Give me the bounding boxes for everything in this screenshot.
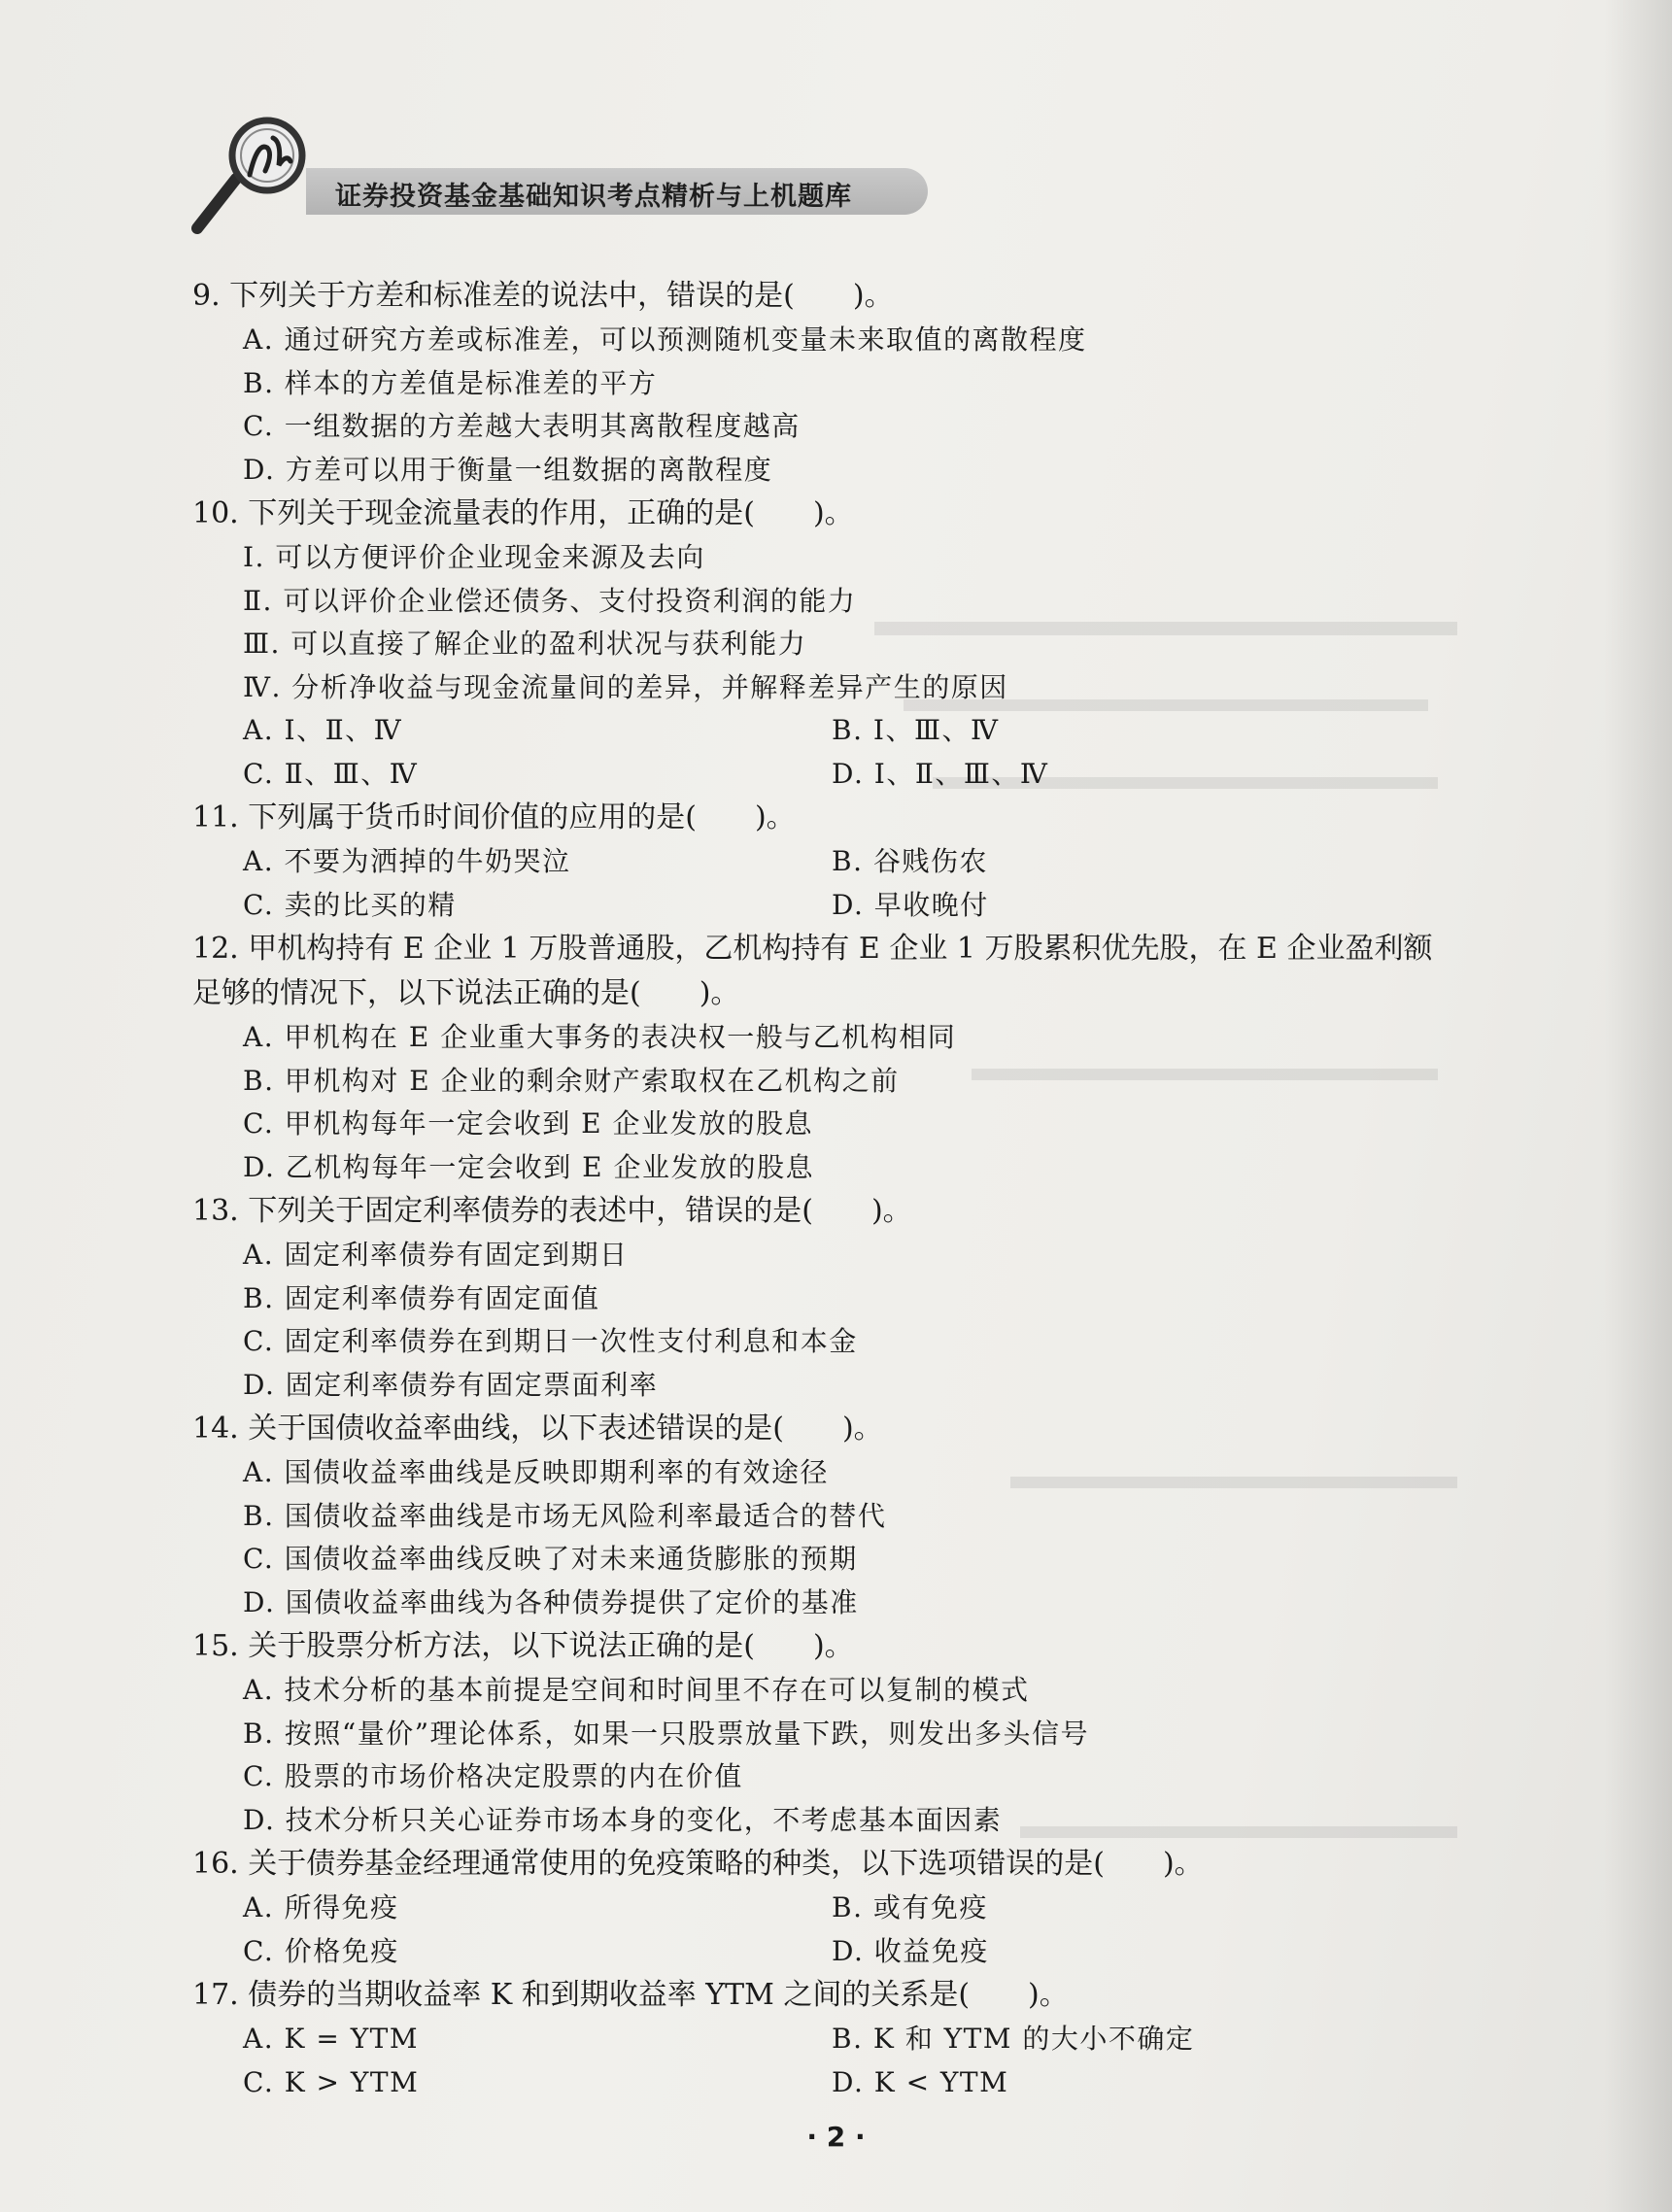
option-c: C. 卖的比买的精 [243, 888, 457, 921]
question-stem-continued: 足够的情况下，以下说法正确的是( )。 [192, 976, 740, 1010]
question-12 [192, 927, 1533, 1189]
option-c: C. 固定利率债券在到期日一次性支付利息和本金 [243, 1325, 858, 1357]
magnifier-icon [189, 115, 335, 236]
option-c: C. 价格免疫 [243, 1934, 399, 1967]
option-a: A. 国债收益率曲线是反映即期利率的有效途径 [243, 1456, 830, 1488]
option-c: C. 国债收益率曲线反映了对未来通货膨胀的预期 [243, 1543, 858, 1575]
question-stem: 16. 关于债券基金经理通常使用的免疫策略的种类，以下选项错误的是( )。 [192, 1847, 1204, 1881]
option-b: B. 甲机构对 E 企业的剩余财产索取权在乙机构之前 [243, 1064, 900, 1097]
option-c: C. 股票的市场价格决定股票的内在价值 [243, 1760, 743, 1792]
option-c: C. Ⅱ、Ⅲ、Ⅳ [243, 757, 419, 790]
option-d: D. 固定利率债券有固定票面利率 [243, 1368, 659, 1401]
question-10 [192, 492, 1533, 796]
option-d: D. 方差可以用于衡量一组数据的离散程度 [243, 453, 773, 486]
statement-3: Ⅲ. 可以直接了解企业的盈利状况与获利能力 [243, 628, 807, 660]
option-row [192, 709, 1533, 753]
page-number: · 2 · [806, 2121, 866, 2153]
statement-1: Ⅰ. 可以方便评价企业现金来源及去向 [243, 541, 705, 573]
question-stem: 11. 下列属于货币时间价值的应用的是( )。 [192, 800, 796, 834]
question-13 [192, 1189, 1533, 1407]
option-b: B. 按照“量价”理论体系，如果一只股票放量下跌，则发出多头信号 [243, 1717, 1090, 1750]
option-d: D. 收益免疫 [832, 1934, 989, 1967]
option-d: D. 国债收益率曲线为各种债券提供了定价的基准 [243, 1585, 859, 1618]
option-row [192, 753, 1533, 797]
option-a: A. Ⅰ、Ⅱ、Ⅳ [243, 714, 403, 746]
option-c: C. 一组数据的方差越大表明其离散程度越高 [243, 410, 801, 442]
question-14 [192, 1407, 1533, 1624]
option-a: A. 甲机构在 E 企业重大事务的表决权一般与乙机构相同 [243, 1021, 957, 1053]
option-d: D. 乙机构每年一定会收到 E 企业发放的股息 [243, 1150, 814, 1183]
statement-4: Ⅳ. 分析净收益与现金流量间的差异，并解释差异产生的原因 [243, 670, 1008, 703]
question-17 [192, 1973, 1533, 2104]
option-a: A. 通过研究方差或标准差，可以预测随机变量未来取值的离散程度 [243, 323, 1087, 356]
option-d: D. K < YTM [832, 2065, 1009, 2098]
option-b: B. K 和 YTM 的大小不确定 [832, 2023, 1195, 2055]
option-b: B. 样本的方差值是标准差的平方 [243, 366, 658, 399]
running-header [189, 115, 938, 236]
option-c: C. K > YTM [243, 2065, 420, 2098]
question-15 [192, 1624, 1533, 1842]
question-stem: 13. 下列关于固定利率债券的表述中，错误的是( )。 [192, 1194, 912, 1228]
question-list [192, 274, 1533, 2104]
question-11 [192, 796, 1533, 927]
option-b: B. 国债收益率曲线是市场无风险利率最适合的替代 [243, 1499, 887, 1532]
question-stem: 14. 关于国债收益率曲线，以下表述错误的是( )。 [192, 1412, 883, 1446]
option-a: A. 不要为洒掉的牛奶哭泣 [243, 845, 571, 877]
option-b: B. 固定利率债券有固定面值 [243, 1281, 600, 1314]
option-row [192, 884, 1533, 928]
option-d: D. 早收晚付 [832, 888, 989, 921]
option-d: D. 技术分析只关心证券市场本身的变化，不考虑基本面因素 [243, 1803, 1003, 1836]
question-stem: 9. 下列关于方差和标准差的说法中，错误的是( )。 [192, 279, 894, 313]
option-a: A. 技术分析的基本前提是空间和时间里不存在可以复制的模式 [243, 1674, 1030, 1706]
option-b: B. 或有免疫 [832, 1891, 988, 1923]
option-a: A. K = YTM [243, 2023, 420, 2055]
option-c: C. 甲机构每年一定会收到 E 企业发放的股息 [243, 1107, 813, 1140]
option-row [192, 840, 1533, 884]
question-stem: 17. 债券的当期收益率 K 和到期收益率 YTM 之间的关系是( )。 [192, 1978, 1069, 2012]
option-d: D. Ⅰ、Ⅱ、Ⅲ、Ⅳ [832, 757, 1049, 790]
question-stem: 15. 关于股票分析方法，以下说法正确的是( )。 [192, 1629, 854, 1663]
option-b: B. 谷贱伤农 [832, 845, 988, 877]
question-stem: 12. 甲机构持有 E 企业 1 万股普通股，乙机构持有 E 企业 1 万股累积优先股，在 E 企业盈利额 [192, 932, 1433, 966]
question-9 [192, 274, 1533, 492]
option-row [192, 1930, 1533, 1974]
header-title: 证券投资基金基础知识考点精析与上机题库 [335, 182, 852, 212]
option-a: A. 所得免疫 [243, 1891, 399, 1923]
statement-2: Ⅱ. 可以评价企业偿还债务、支付投资利润的能力 [243, 584, 857, 617]
option-row [192, 2018, 1533, 2061]
option-row [192, 2061, 1533, 2105]
option-b: B. Ⅰ、Ⅲ、Ⅳ [832, 714, 1000, 746]
question-stem: 10. 下列关于现金流量表的作用，正确的是( )。 [192, 496, 854, 530]
option-a: A. 固定利率债券有固定到期日 [243, 1239, 629, 1271]
option-row [192, 1887, 1533, 1930]
question-16 [192, 1842, 1533, 1973]
